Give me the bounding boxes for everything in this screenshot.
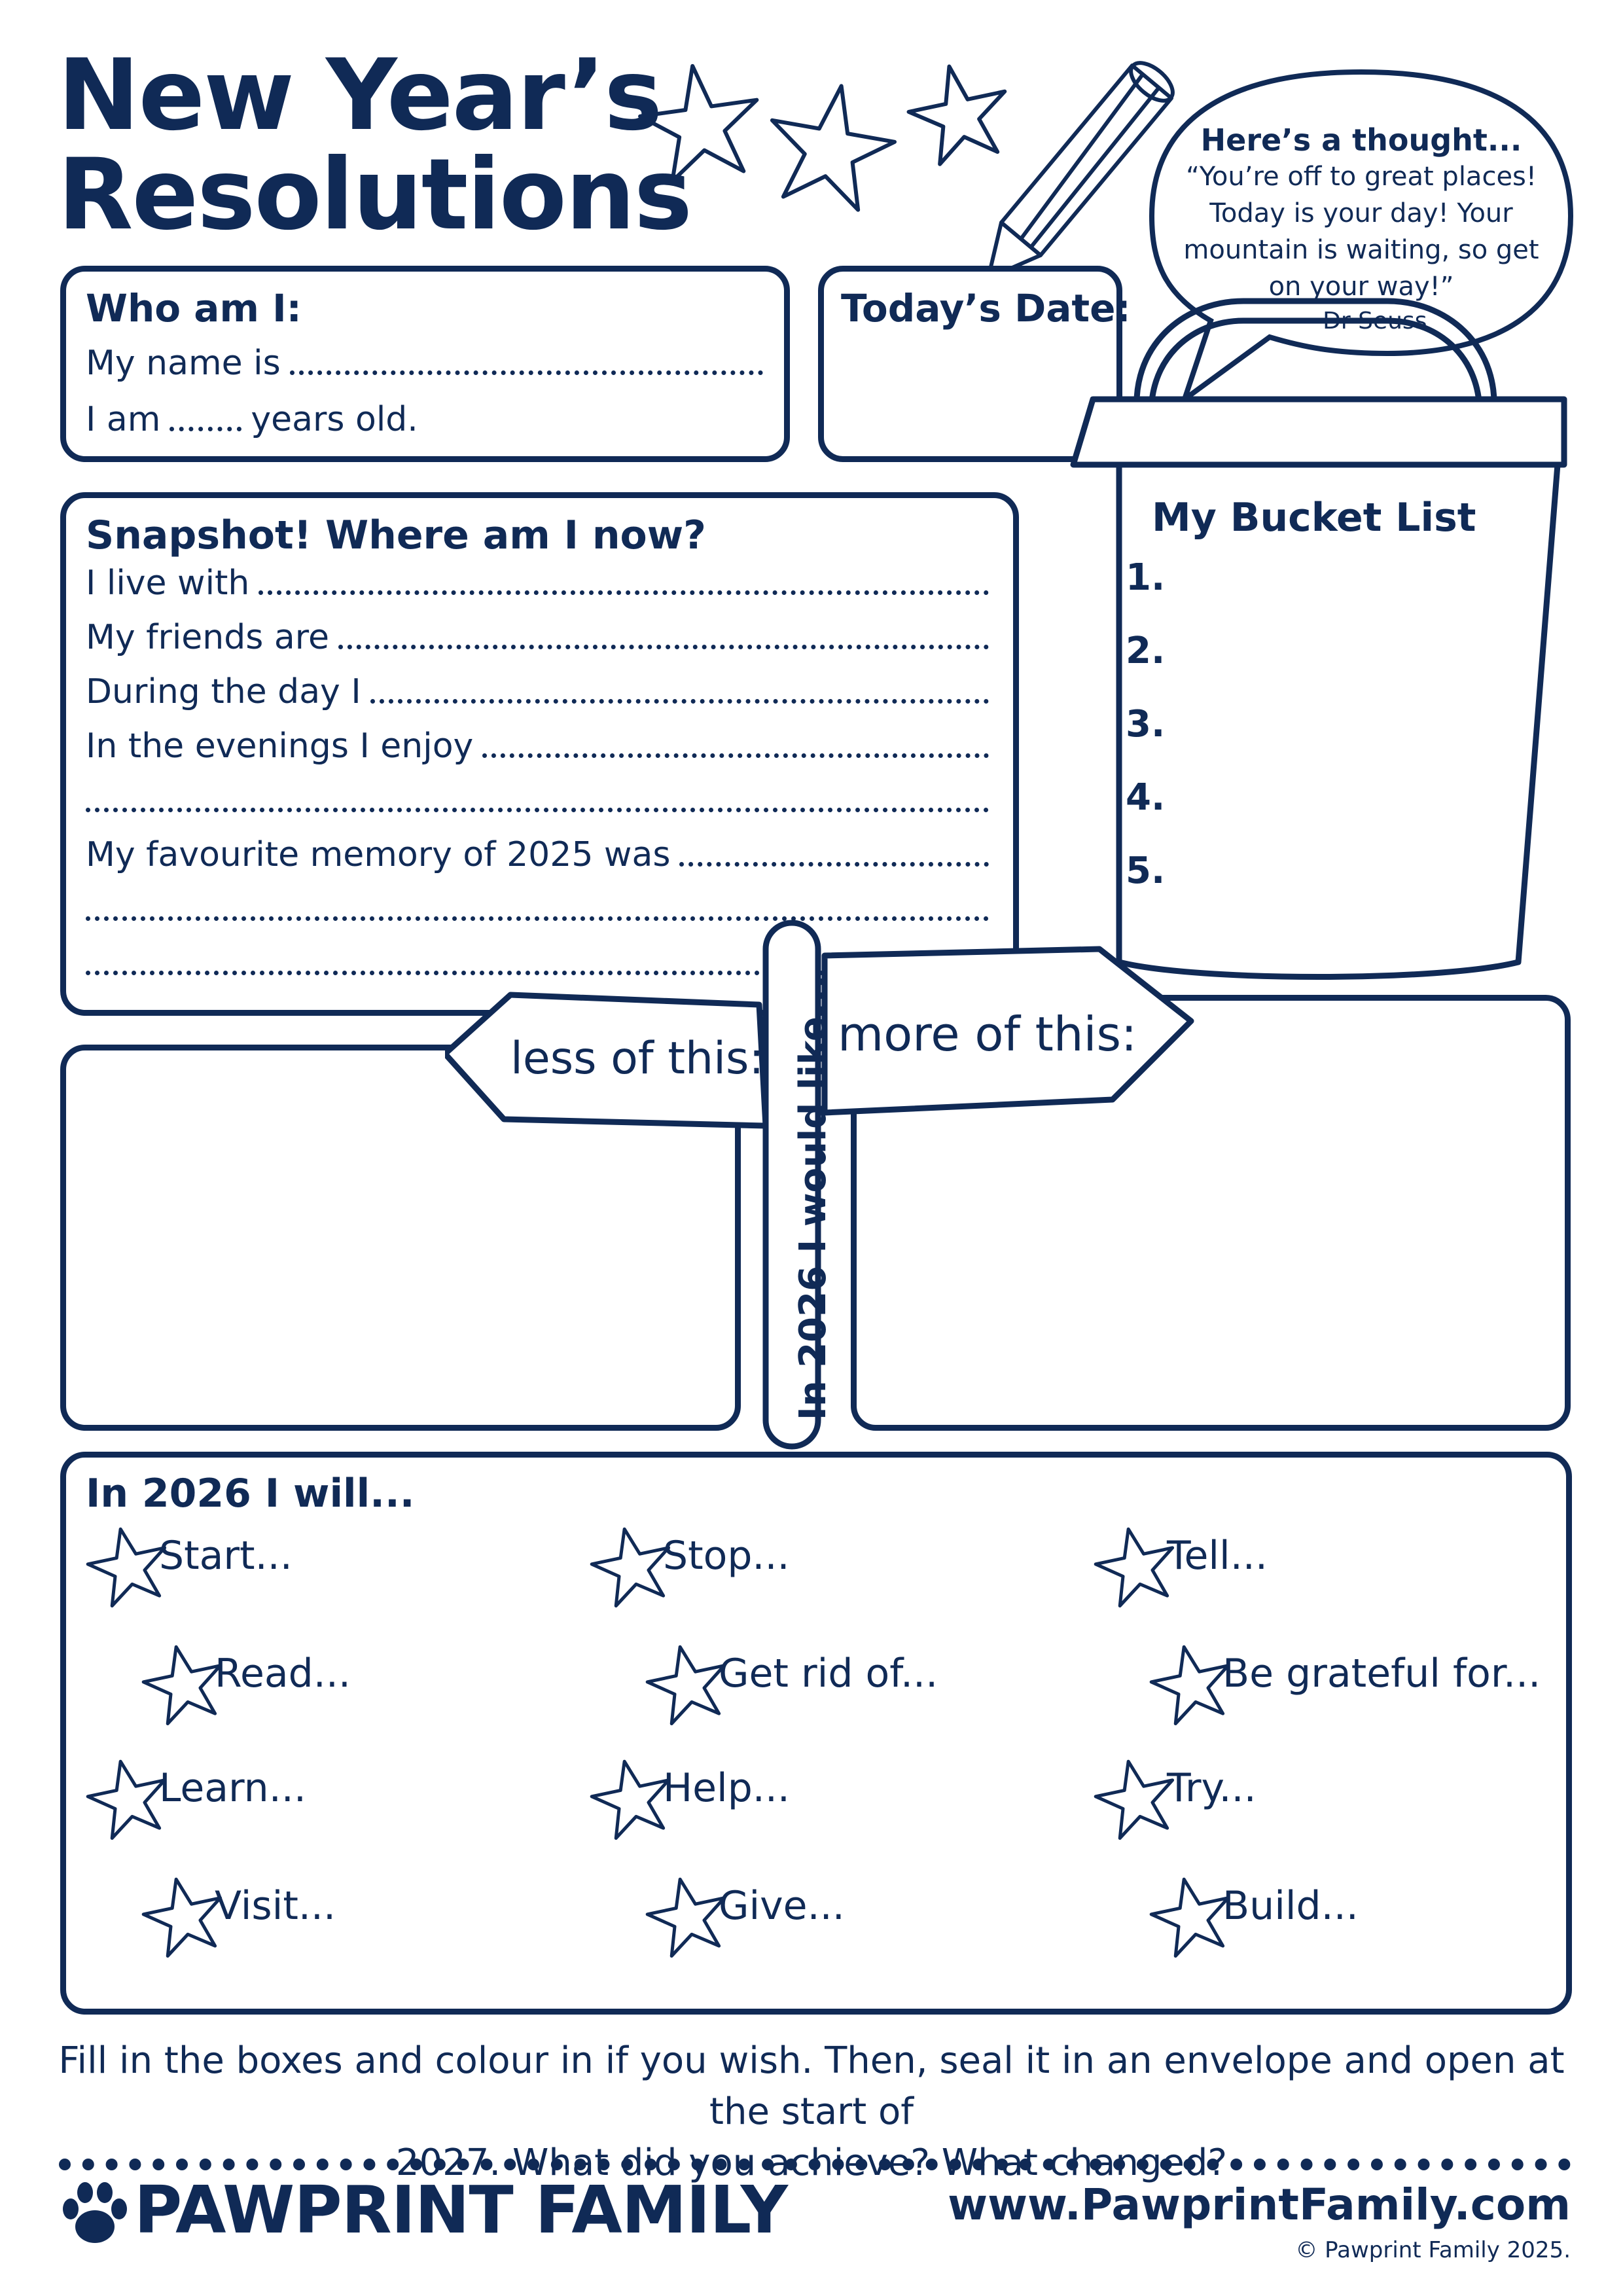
snapshot-row — [86, 781, 989, 820]
snapshot-answer-line[interactable] — [370, 699, 989, 704]
signpost-post-text: In 2026 I would like... — [792, 975, 834, 1420]
age-label-post: years old. — [251, 400, 418, 439]
star-icon — [141, 1641, 226, 1726]
name-label: My name is — [86, 344, 281, 383]
will-item — [645, 1873, 845, 1958]
bucket-list-heading: My Bucket List — [1152, 495, 1476, 541]
star-icon — [1094, 1523, 1179, 1608]
will-item-label: Read... — [215, 1651, 351, 1696]
snapshot-answer-line[interactable] — [482, 753, 989, 758]
bucket-list-number: 2. — [1126, 630, 1166, 672]
star-icon-shape — [141, 1873, 226, 1958]
will-item-label: Start... — [159, 1533, 293, 1579]
snapshot-answer-line[interactable] — [338, 645, 989, 649]
will-box — [60, 1452, 1572, 2015]
bucket-list-number: 1. — [1126, 556, 1166, 599]
star-icon — [590, 1523, 675, 1608]
age-line[interactable] — [169, 427, 241, 431]
will-item — [590, 1755, 790, 1840]
will-item-label: Be grateful for... — [1222, 1651, 1541, 1696]
will-item — [141, 1641, 351, 1726]
star-icon-shape — [1094, 1755, 1179, 1840]
quote-line-1: “You’re off to great places! — [1186, 162, 1537, 192]
quote-line-2: Today is your day! Your — [1209, 198, 1513, 228]
snapshot-prompt: In the evenings I enjoy — [86, 726, 474, 766]
will-item — [590, 1523, 790, 1608]
more-of-this-label: more of this: — [838, 1007, 1137, 1062]
star-icon-shape — [141, 1641, 226, 1726]
who-am-i-box — [60, 266, 790, 462]
will-item-label: Help... — [663, 1765, 791, 1811]
will-heading: In 2026 I will... — [86, 1471, 415, 1516]
star-icon-shape — [590, 1755, 675, 1840]
snapshot-row — [86, 726, 989, 766]
snapshot-heading: Snapshot! Where am I now? — [86, 512, 706, 558]
snapshot-answer-line[interactable] — [679, 862, 989, 867]
will-item-label: Learn... — [159, 1765, 306, 1811]
snapshot-prompt: During the day I — [86, 672, 361, 711]
quote-author: ~ Dr Seuss — [1295, 308, 1427, 334]
snapshot-prompt: I live with — [86, 564, 250, 603]
star-icon — [645, 1641, 730, 1726]
star-icon — [590, 1755, 675, 1840]
star-icon — [1149, 1641, 1234, 1726]
bucket-list-number: 3. — [1126, 703, 1166, 745]
brand-name: PAWPRINT FAMILY — [134, 2172, 788, 2248]
name-row — [86, 344, 763, 383]
will-item-label: Tell... — [1167, 1533, 1268, 1579]
star-icon — [86, 1523, 171, 1608]
star-icon — [1094, 1755, 1179, 1840]
snapshot-row — [86, 564, 989, 603]
name-line[interactable] — [290, 370, 763, 375]
star-icon — [645, 1873, 730, 1958]
quote-line-4: on your way!” — [1268, 272, 1454, 302]
title-line-2: Resolutions — [58, 138, 692, 252]
will-item — [86, 1755, 306, 1840]
will-item — [645, 1641, 938, 1726]
will-item-label: Give... — [719, 1883, 845, 1929]
will-item — [141, 1873, 336, 1958]
star-icon — [141, 1873, 226, 1958]
snapshot-prompt: My friends are — [86, 618, 329, 657]
age-row — [86, 400, 418, 439]
brand-url[interactable]: www.PawprintFamily.com — [948, 2179, 1571, 2230]
will-item — [1094, 1523, 1268, 1608]
will-item — [1094, 1755, 1257, 1840]
star-icon — [1149, 1873, 1234, 1958]
quote-line-3: mountain is waiting, so get — [1183, 235, 1539, 265]
will-item-label: Get rid of... — [719, 1651, 938, 1696]
will-item-label: Stop... — [663, 1533, 790, 1579]
less-of-this-label: less of this: — [510, 1033, 764, 1085]
will-item — [1149, 1641, 1541, 1726]
todays-date-heading: Today’s Date: — [841, 286, 1131, 331]
bucket-list-number: 4. — [1126, 776, 1166, 819]
title-line-1: New Year’s — [58, 39, 662, 152]
star-icon-shape — [86, 1755, 171, 1840]
will-item-label: Try... — [1167, 1765, 1257, 1811]
bucket-list-number: 5. — [1126, 850, 1166, 892]
will-item — [1149, 1873, 1359, 1958]
snapshot-row — [86, 672, 989, 711]
footer-note-line-2: 2027. What did you achieve? What changed? — [395, 2142, 1228, 2184]
will-item — [86, 1523, 293, 1608]
age-label-pre: I am — [86, 400, 161, 439]
quote-heading: Here’s a thought... — [1200, 122, 1522, 158]
paw-icon — [59, 2179, 131, 2251]
will-item-label: Build... — [1222, 1883, 1359, 1929]
star-icon-shape — [590, 1523, 675, 1608]
snapshot-prompt: My favourite memory of 2025 was — [86, 835, 671, 874]
star-icon — [86, 1755, 171, 1840]
who-am-i-heading: Who am I: — [86, 286, 302, 331]
dotted-divider — [59, 2159, 1571, 2170]
footer-note-line-1: Fill in the boxes and colour in if you wish. Then, seal it in an envelope and open at the start of — [58, 2039, 1565, 2133]
snapshot-row — [86, 618, 989, 657]
snapshot-answer-line[interactable] — [86, 808, 989, 812]
page-title — [58, 39, 692, 252]
star-icon-shape — [645, 1641, 730, 1726]
star-icon-shape — [645, 1873, 730, 1958]
star-icon-shape — [86, 1523, 171, 1608]
star-icon-shape — [1149, 1873, 1234, 1958]
snapshot-answer-line[interactable] — [259, 590, 989, 595]
snapshot-row — [86, 835, 989, 874]
will-item-label: Visit... — [215, 1883, 336, 1929]
star-icon-shape — [1094, 1523, 1179, 1608]
star-icon-shape — [1149, 1641, 1234, 1726]
copyright: © Pawprint Family 2025. — [1295, 2237, 1571, 2263]
